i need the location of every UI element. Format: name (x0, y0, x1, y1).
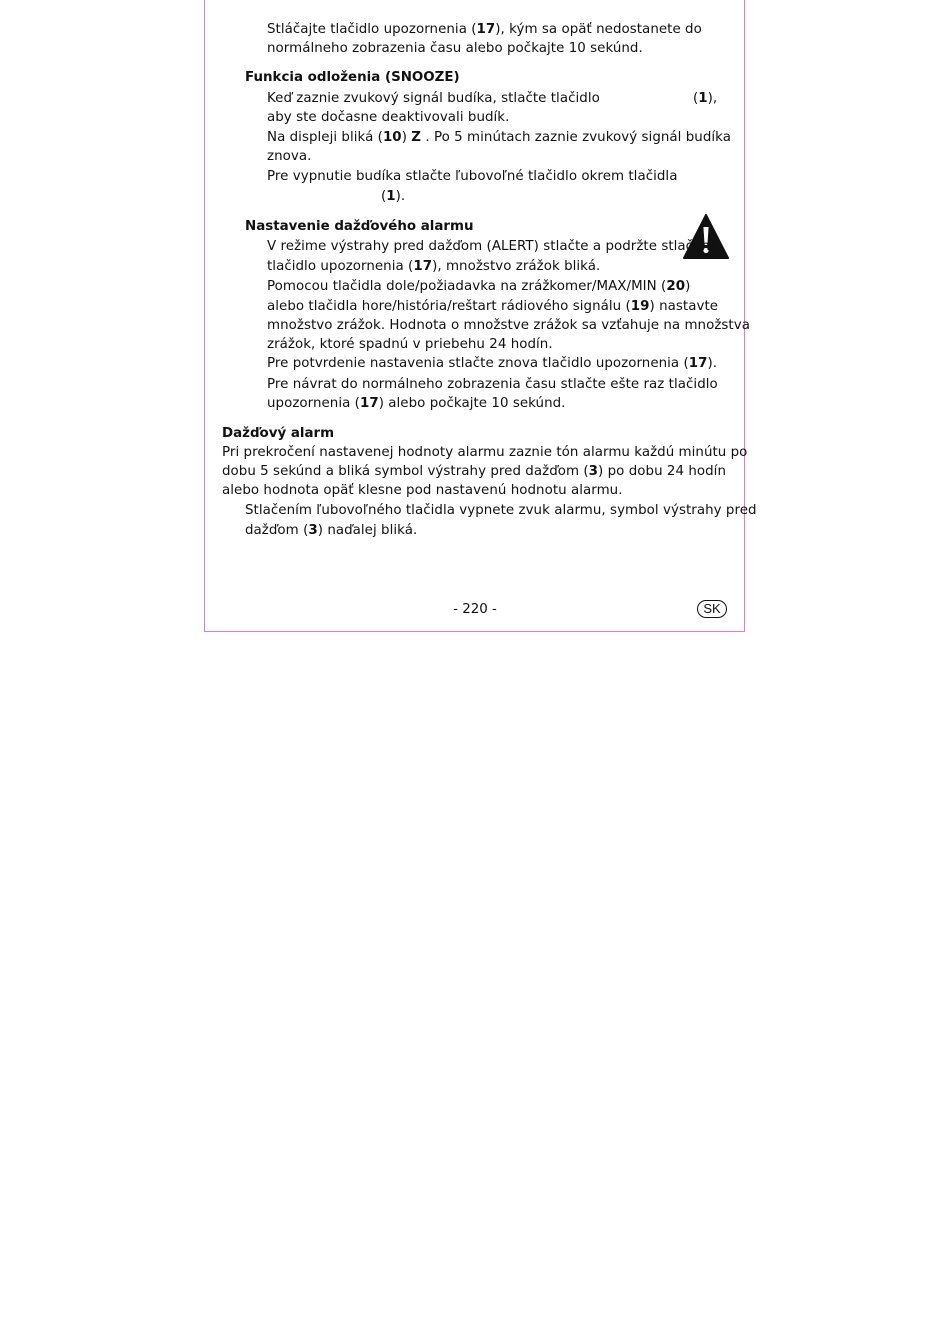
snooze-heading: Funkcia odloženia (SNOOZE) (245, 70, 460, 85)
rain-alarm-line-5: dažďom (3) naďalej bliká. (245, 523, 418, 538)
rain-alarm-line-2: dobu 5 sekúnd a bliká symbol výstrahy pred dažďom (3) po dobu 24 hodín (222, 464, 726, 479)
rain-alarm-line-1: Pri prekročení nastavenej hodnoty alarmu zaznie tón alarmu každú minútu po (222, 445, 748, 460)
snooze-line-1-ref: (1), (693, 91, 718, 106)
rain-alarm-heading: Dažďový alarm (222, 426, 335, 441)
rain-setting-line-3: Pomocou tlačidla dole/požiadavka na zrážkomer/MAX/MIN (20) (267, 279, 691, 294)
rain-alarm-line-3: alebo hodnota opäť klesne pod nastavenú hodnotu alarmu. (222, 483, 623, 498)
rain-setting-heading: Nastavenie dažďového alarmu (245, 219, 474, 234)
snooze-line-1-text: Keď zaznie zvukový signál budíka, stlačte tlačidlo (267, 91, 600, 106)
rain-setting-line-5: množstvo zrážok. Hodnota o množstve zrážok sa vzťahuje na množstva (267, 318, 750, 333)
rain-setting-line-2: tlačidlo upozornenia (17), množstvo zrážok bliká. (267, 259, 601, 274)
rain-setting-line-8: Pre návrat do normálneho zobrazenia času stlačte ešte raz tlačidlo (267, 377, 718, 392)
snooze-line-3: Na displeji bliká (10) Z . Po 5 minútach zaznie zvukový signál budíka (267, 130, 731, 145)
rain-setting-line-6: zrážok, ktoré spadnú v priebehu 24 hodín. (267, 337, 553, 352)
rain-setting-line-1: V režime výstrahy pred dažďom (ALERT) stlačte a podržte stlačené (267, 239, 719, 254)
rain-setting-line-9: upozornenia (17) alebo počkajte 10 sekúnd. (267, 396, 566, 411)
language-badge: SK (697, 600, 727, 618)
rain-setting-line-7: Pre potvrdenie nastavenia stlačte znova tlačidlo upozornenia (17). (267, 356, 718, 371)
snooze-symbol: Z (411, 130, 422, 145)
snooze-line-5: Pre vypnutie budíka stlačte ľubovoľné tlačidlo okrem tlačidla (267, 169, 678, 184)
snooze-line-2: aby ste dočasne deaktivovali budík. (267, 110, 510, 125)
top-paragraph-line-1: Stláčajte tlačidlo upozornenia (17), kým sa opäť nedostanete do (267, 22, 702, 37)
rain-alarm-line-4: Stlačením ľubovoľného tlačidla vypnete zvuk alarmu, symbol výstrahy pred (245, 503, 757, 518)
rain-setting-line-4: alebo tlačidla hore/história/reštart rádiového signálu (19) nastavte (267, 299, 719, 314)
snooze-line-4: znova. (267, 149, 312, 164)
top-paragraph-line-2: normálneho zobrazenia času alebo počkajte 10 sekúnd. (267, 41, 643, 56)
snooze-line-6: (1). (381, 189, 406, 204)
page-number: - 220 - (453, 602, 497, 617)
